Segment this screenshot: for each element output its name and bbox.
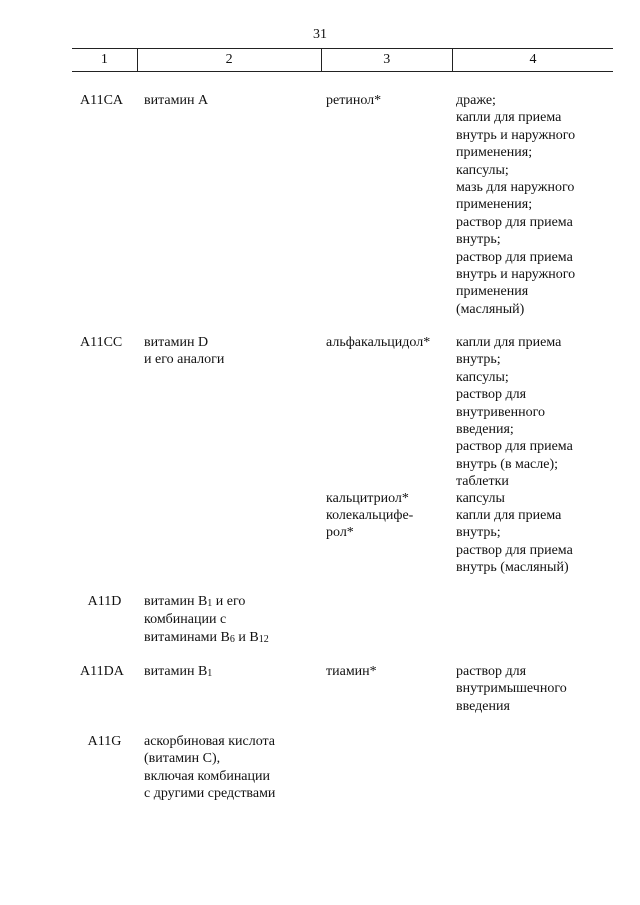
atc-code: A11CC [80,335,123,350]
dosage-forms: капли для приема внутрь; раствор для приема внутрь (масляный) [456,508,573,576]
atc-code: A11G [87,734,122,749]
header-col-4: 4 [452,49,613,71]
drug-name: альфакальцидол* [326,335,431,350]
header-col-3: 3 [321,49,452,71]
page-number: 31 [313,27,327,42]
atc-group-name: витамин А [144,93,209,108]
atc-code: A11CA [80,93,124,108]
table-header [72,48,613,72]
drug-name: колекальцифе- рол* [326,508,414,541]
dosage-forms: капсулы [456,491,505,506]
dosage-forms: драже; капли для приема внутрь и наружного применения; капсулы; мазь для наружного применения; раствор для приема внутрь; раствор для приема внутрь и наружного применения (масляный) [456,93,576,317]
atc-group-name: витамин $В_1$ и его комбинации с витаминами $В_6$ и $В_{12}$ [144,594,269,645]
header-col-2: 2 [137,49,321,71]
header-col-1: 1 [100,52,108,67]
atc-code: A11DA [80,664,124,679]
dosage-forms: капли для приема внутрь; капсулы; раствор для внутривенного введения; раствор для приема внутрь (в масле); таблетки [456,335,573,490]
dosage-forms: раствор для внутримышечного введения [456,664,567,714]
atc-code: A11D [87,594,122,609]
drug-name: ретинол* [326,93,382,108]
drug-name: тиамин* [326,664,377,679]
drug-name: кальцитриол* [326,491,409,506]
atc-group-name: витамин D и его аналоги [144,335,225,368]
atc-group-name: аскорбиновая кислота (витамин С), включая комбинации с другими средствами [144,734,276,802]
atc-group-name: витамин $В_1$ [144,664,213,679]
